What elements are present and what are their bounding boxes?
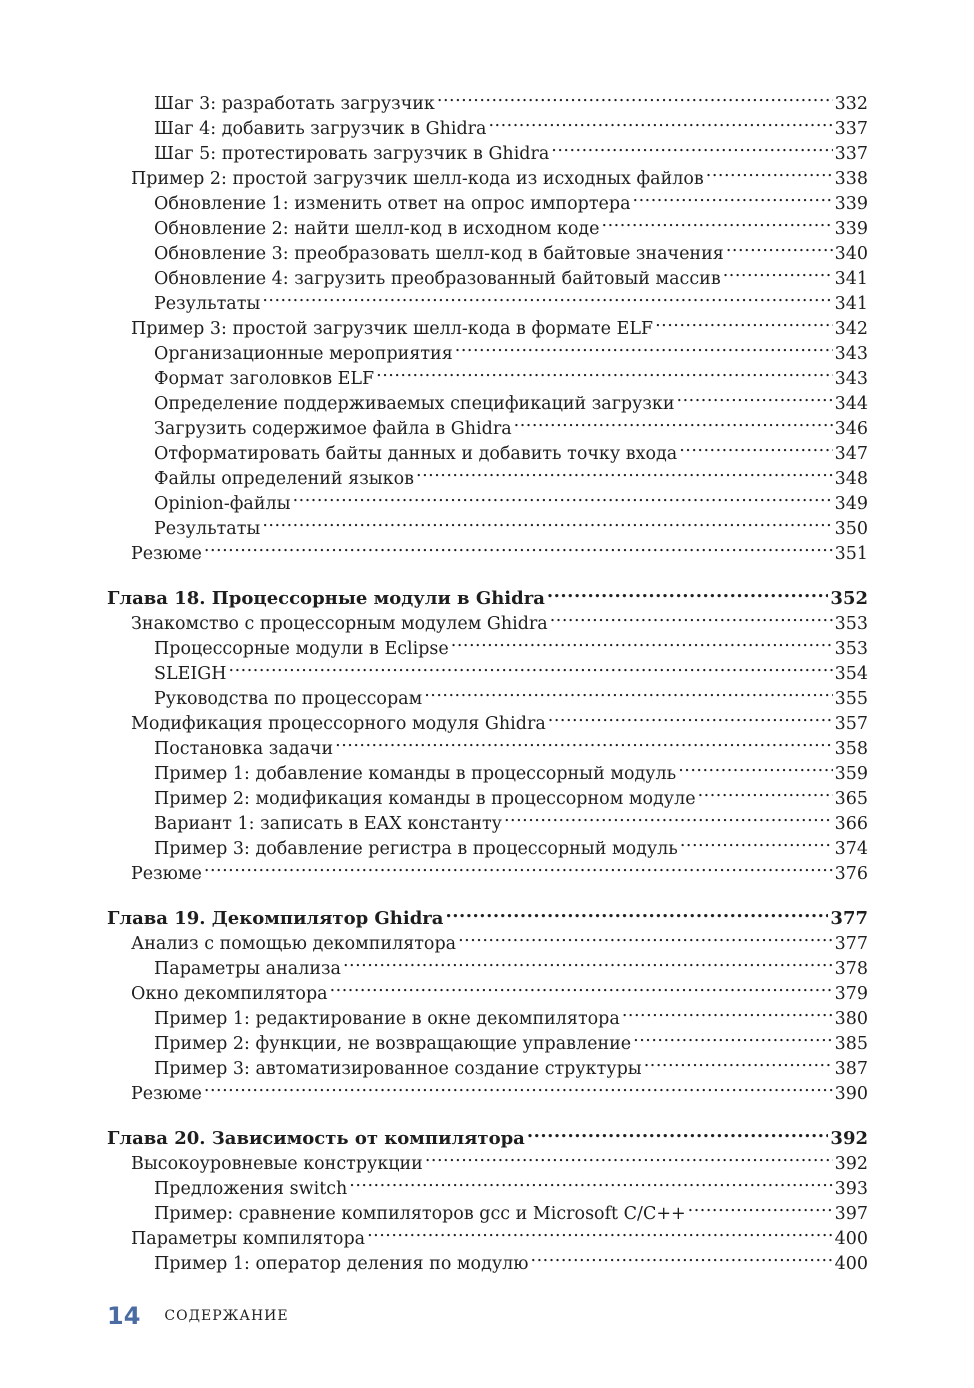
toc-dot-leader [678, 754, 832, 779]
toc-dot-leader [204, 534, 833, 559]
toc-chapter-entry[interactable] [107, 1119, 868, 1149]
toc-entry-title: Пример 3: добавление регистра в процессорный модуль [154, 839, 678, 859]
toc-entry[interactable] [107, 804, 868, 834]
toc-dot-leader [445, 899, 828, 924]
toc-entry-page-number: 342 [834, 319, 868, 339]
toc-entry[interactable] [107, 604, 868, 634]
toc-entry-title: Результаты [154, 294, 261, 314]
toc-dot-leader [504, 804, 833, 829]
toc-entry-title: Обновление 2: найти шелл-код в исходном коде [154, 219, 600, 239]
toc-entry-page-number: 332 [834, 94, 868, 114]
toc-entry-page-number: 377 [830, 908, 868, 929]
toc-entry-title: Файлы определений языков [154, 469, 414, 489]
toc-entry-page-number: 337 [834, 144, 868, 164]
toc-dot-leader [726, 234, 833, 259]
toc-dot-leader [262, 284, 832, 309]
toc-dot-leader [376, 359, 832, 384]
toc-dot-leader [488, 109, 832, 134]
toc-entry[interactable] [107, 1074, 868, 1104]
footer-section-label: СОДЕРЖАНИЕ [164, 1308, 289, 1324]
toc-entry[interactable] [107, 384, 868, 414]
toc-entry-title: Резюме [131, 544, 202, 564]
toc-entry[interactable] [107, 259, 868, 289]
toc-dot-leader [204, 854, 833, 879]
toc-entry-page-number: 400 [834, 1254, 868, 1274]
toc-entry[interactable] [107, 1194, 868, 1224]
table-of-contents-page [107, 84, 868, 1274]
toc-dot-leader [293, 484, 833, 509]
toc-dot-leader [349, 1169, 832, 1194]
toc-entry-title: Загрузить содержимое файла в Ghidra [154, 419, 512, 439]
toc-entry-title: Параметры компилятора [131, 1229, 366, 1249]
toc-entry-page-number: 338 [834, 169, 868, 189]
toc-entry[interactable] [107, 1024, 868, 1054]
toc-entry-title: Предложения switch [154, 1179, 348, 1199]
toc-entry-title: SLEIGH [154, 664, 227, 684]
toc-entry-title: Обновление 4: загрузить преобразованный байтовый массив [154, 269, 721, 289]
toc-entry-title: Шаг 3: разработать загрузчик [154, 94, 435, 114]
toc-entry-page-number: 393 [834, 1179, 868, 1199]
toc-entry-page-number: 341 [834, 294, 868, 314]
toc-entry[interactable] [107, 409, 868, 439]
toc-dot-leader [633, 184, 833, 209]
toc-entry[interactable] [107, 359, 868, 389]
toc-entry-page-number: 337 [834, 119, 868, 139]
toc-dot-leader [455, 334, 833, 359]
toc-entry-title: Анализ с помощью декомпилятора [131, 934, 457, 954]
toc-dot-leader [723, 259, 833, 284]
toc-dot-leader [424, 679, 832, 704]
toc-entry[interactable] [107, 779, 868, 809]
toc-dot-leader [425, 1144, 833, 1169]
toc-entry-title: Пример 2: модификация команды в процессорном модуле [154, 789, 696, 809]
toc-entry-title: Формат заголовков ELF [154, 369, 375, 389]
toc-entry-page-number: 385 [834, 1034, 868, 1054]
toc-entry[interactable] [107, 679, 868, 709]
toc-entry-title: Пример 1: добавление команды в процессорный модуль [154, 764, 677, 784]
toc-entry-title: Шаг 5: протестировать загрузчик в Ghidra [154, 144, 550, 164]
toc-entry-page-number: 400 [834, 1229, 868, 1249]
toc-dot-leader [698, 779, 833, 804]
toc-entry-title: Пример 1: оператор деления по модулю [154, 1254, 529, 1274]
page-footer [107, 1300, 289, 1332]
toc-entry[interactable] [107, 1144, 868, 1174]
toc-dot-leader [367, 1219, 832, 1244]
toc-entry-page-number: 343 [834, 344, 868, 364]
toc-entry-page-number: 351 [834, 544, 868, 564]
toc-entry-page-number: 392 [830, 1128, 868, 1149]
toc-entry-title: Шаг 4: добавить загрузчик в Ghidra [154, 119, 487, 139]
toc-dot-leader [706, 159, 833, 184]
toc-entry-title: Окно декомпилятора [131, 984, 328, 1004]
toc-chapter-entry[interactable] [107, 899, 868, 929]
toc-entry[interactable] [107, 854, 868, 884]
toc-entry-title: Результаты [154, 519, 261, 539]
toc-entry-page-number: 343 [834, 369, 868, 389]
toc-entry[interactable] [107, 829, 868, 859]
toc-dot-leader [437, 84, 833, 109]
toc-dot-leader [551, 134, 832, 159]
toc-entry[interactable] [107, 234, 868, 264]
toc-entry-page-number: 350 [834, 519, 868, 539]
toc-entry-title: Пример 2: функции, не возвращающие управление [154, 1034, 632, 1054]
toc-entry-page-number: 376 [834, 864, 868, 884]
toc-list [107, 84, 868, 1274]
toc-dot-leader [204, 1074, 833, 1099]
toc-dot-leader [602, 209, 833, 234]
toc-entry-page-number: 359 [834, 764, 868, 784]
toc-entry-title: Резюме [131, 864, 202, 884]
toc-entry[interactable] [107, 629, 868, 659]
toc-entry-page-number: 357 [834, 714, 868, 734]
toc-dot-leader [527, 1119, 829, 1144]
toc-entry-page-number: 352 [830, 588, 868, 609]
toc-entry-title: Параметры анализа [154, 959, 341, 979]
toc-entry-title: Opinion-файлы [154, 494, 291, 514]
footer-page-number: 14 [107, 1302, 141, 1330]
toc-entry[interactable] [107, 974, 868, 1004]
toc-entry-title: Руководства по процессорам [154, 689, 423, 709]
toc-entry-page-number: 390 [834, 1084, 868, 1104]
toc-entry[interactable] [107, 159, 868, 189]
toc-entry-title: Пример 3: автоматизированное создание структуры [154, 1059, 642, 1079]
toc-entry-page-number: 387 [834, 1059, 868, 1079]
toc-entry-page-number: 341 [834, 269, 868, 289]
toc-entry[interactable] [107, 534, 868, 564]
toc-dot-leader [262, 509, 832, 534]
toc-entry-title: Глава 20. Зависимость от компилятора [107, 1128, 525, 1149]
toc-entry[interactable] [107, 184, 868, 214]
toc-dot-leader [677, 384, 833, 409]
toc-dot-leader [330, 974, 833, 999]
toc-entry[interactable] [107, 1219, 868, 1249]
toc-dot-leader [644, 1049, 833, 1074]
toc-dot-leader [548, 704, 833, 729]
toc-dot-leader [531, 1244, 833, 1269]
toc-entry[interactable] [107, 729, 868, 759]
toc-entry-title: Модификация процессорного модуля Ghidra [131, 714, 546, 734]
toc-entry-page-number: 344 [834, 394, 868, 414]
toc-entry-title: Пример 2: простой загрузчик шелл-кода из исходных файлов [131, 169, 704, 189]
toc-entry-page-number: 392 [834, 1154, 868, 1174]
toc-entry-page-number: 349 [834, 494, 868, 514]
toc-entry[interactable] [107, 654, 868, 684]
toc-entry-page-number: 377 [834, 934, 868, 954]
toc-dot-leader [458, 924, 832, 949]
toc-entry-title: Организационные мероприятия [154, 344, 453, 364]
toc-entry-page-number: 397 [834, 1204, 868, 1224]
toc-entry-title: Высокоуровневые конструкции [131, 1154, 423, 1174]
toc-entry-page-number: 355 [834, 689, 868, 709]
toc-entry-page-number: 379 [834, 984, 868, 1004]
toc-entry-page-number: 353 [834, 639, 868, 659]
toc-entry-page-number: 378 [834, 959, 868, 979]
toc-dot-leader [679, 434, 832, 459]
toc-entry[interactable] [107, 484, 868, 514]
toc-entry[interactable] [107, 334, 868, 364]
toc-entry-page-number: 347 [834, 444, 868, 464]
toc-entry[interactable] [107, 84, 868, 114]
toc-entry[interactable] [107, 309, 868, 339]
toc-entry-page-number: 339 [834, 194, 868, 214]
toc-dot-leader [633, 1024, 832, 1049]
toc-entry[interactable] [107, 999, 868, 1029]
toc-dot-leader [547, 579, 829, 604]
toc-entry-page-number: 366 [834, 814, 868, 834]
toc-entry[interactable] [107, 949, 868, 979]
toc-entry-title: Резюме [131, 1084, 202, 1104]
toc-entry-page-number: 374 [834, 839, 868, 859]
toc-chapter-entry[interactable] [107, 579, 868, 609]
toc-entry-page-number: 380 [834, 1009, 868, 1029]
toc-entry-page-number: 358 [834, 739, 868, 759]
toc-entry-title: Пример: сравнение компиляторов gcc и Microsoft C/C++ [154, 1204, 686, 1224]
toc-entry[interactable] [107, 1049, 868, 1079]
toc-entry-title: Глава 18. Процессорные модули в Ghidra [107, 588, 545, 609]
toc-dot-leader [655, 309, 833, 334]
toc-entry[interactable] [107, 109, 868, 139]
toc-dot-leader [688, 1194, 833, 1219]
toc-entry[interactable] [107, 1169, 868, 1199]
toc-entry[interactable] [107, 754, 868, 784]
toc-entry-page-number: 346 [834, 419, 868, 439]
toc-entry-title: Определение поддерживаемых спецификаций загрузки [154, 394, 675, 414]
toc-entry-page-number: 354 [834, 664, 868, 684]
toc-entry[interactable] [107, 459, 868, 489]
toc-dot-leader [550, 604, 833, 629]
toc-entry-title: Пример 1: редактирование в окне декомпилятора [154, 1009, 620, 1029]
toc-dot-leader [514, 409, 833, 434]
toc-entry[interactable] [107, 209, 868, 239]
toc-entry[interactable] [107, 434, 868, 464]
toc-entry-page-number: 353 [834, 614, 868, 634]
toc-entry-title: Процессорные модули в Eclipse [154, 639, 449, 659]
toc-entry-page-number: 348 [834, 469, 868, 489]
toc-dot-leader [451, 629, 833, 654]
toc-dot-leader [622, 999, 833, 1024]
toc-entry-title: Глава 19. Декомпилятор Ghidra [107, 908, 444, 929]
toc-entry[interactable] [107, 134, 868, 164]
toc-dot-leader [680, 829, 833, 854]
toc-entry-title: Обновление 1: изменить ответ на опрос импортера [154, 194, 631, 214]
toc-entry-title: Пример 3: простой загрузчик шелл-кода в формате ELF [131, 319, 654, 339]
toc-entry[interactable] [107, 509, 868, 539]
toc-entry-title: Отформатировать байты данных и добавить точку входа [154, 444, 678, 464]
toc-dot-leader [343, 949, 833, 974]
toc-entry[interactable] [107, 284, 868, 314]
toc-entry-title: Обновление 3: преобразовать шелл-код в байтовые значения [154, 244, 724, 264]
toc-entry-title: Вариант 1: записать в EAX константу [154, 814, 502, 834]
toc-dot-leader [229, 654, 833, 679]
toc-entry-page-number: 339 [834, 219, 868, 239]
toc-entry-title: Постановка задачи [154, 739, 334, 759]
toc-entry-title: Знакомство с процессорным модулем Ghidra [131, 614, 548, 634]
toc-dot-leader [335, 729, 832, 754]
toc-entry-page-number: 340 [834, 244, 868, 264]
toc-entry[interactable] [107, 1244, 868, 1274]
toc-dot-leader [416, 459, 833, 484]
toc-entry[interactable] [107, 924, 868, 954]
toc-entry-page-number: 365 [834, 789, 868, 809]
toc-entry[interactable] [107, 704, 868, 734]
